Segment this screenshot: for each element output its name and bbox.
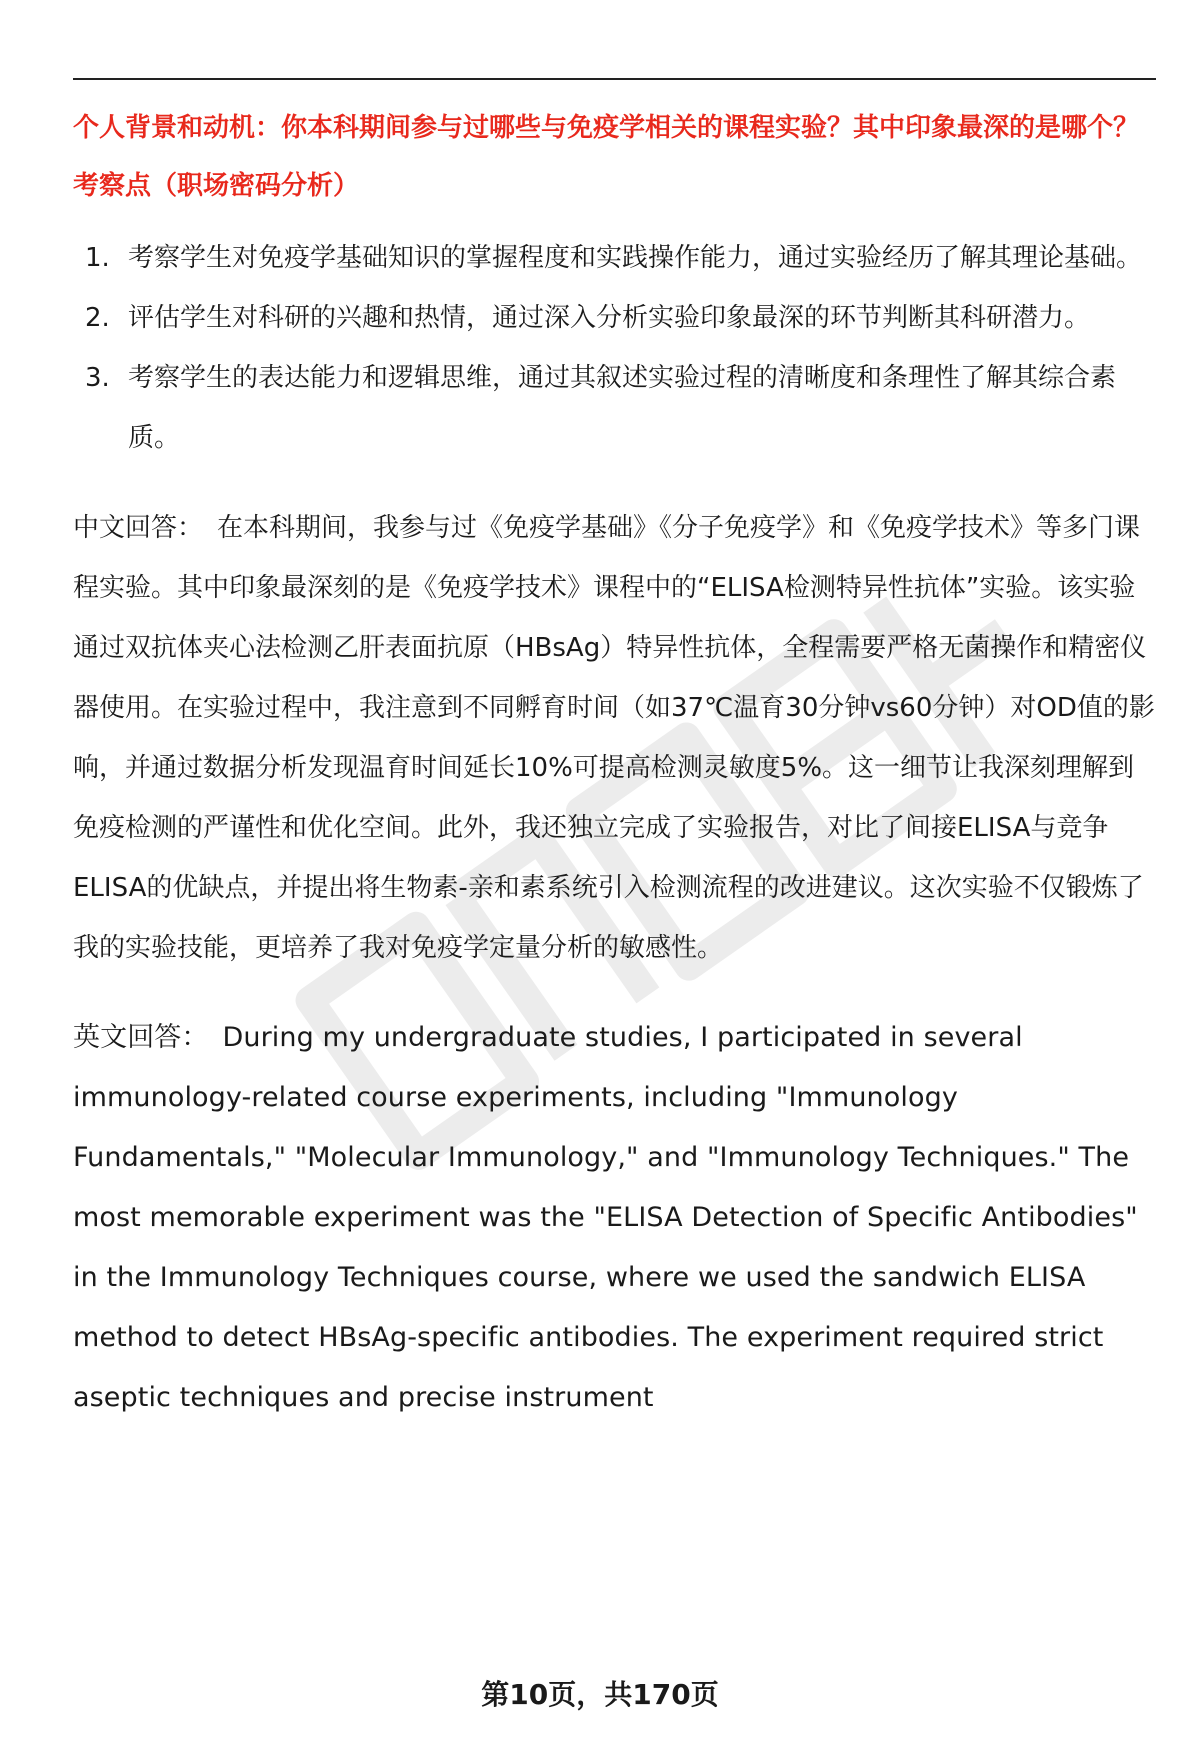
chinese-answer-label: 中文回答： — [73, 513, 204, 543]
points-list — [73, 228, 1156, 468]
list-item-number: 2. — [85, 303, 110, 333]
list-item — [73, 228, 1156, 288]
list-item-text: 评估学生对科研的兴趣和热情，通过深入分析实验印象最深的环节判断其科研潜力。 — [128, 303, 1091, 333]
english-answer-text: During my undergraduate studies, I participated in several immunology-related course experiments, including "Immunology Fundamentals," "Molecular Immunology," and "Immunology Techniques." The most memorable experiment was the "ELISA Detection of Specific Antibodies" in the Immunology Techniques course, where we used the sandwich ELISA method to detect HBsAg-specific antibodies. The experiment required strict aseptic techniques and precise instrument — [73, 1022, 1138, 1413]
question-heading: 个人背景和动机：你本科期间参与过哪些与免疫学相关的课程实验？其中印象最深的是哪个？ — [73, 113, 1140, 143]
list-item-text: 考察学生对免疫学基础知识的掌握程度和实践操作能力，通过实验经历了解其理论基础。 — [128, 243, 1143, 273]
chinese-answer-text: 在本科期间，我参与过《免疫学基础》《分子免疫学》和《免疫学技术》等多门课程实验。其中印象最深刻的是《免疫学技术》课程中的“ELISA检测特异性抗体”实验。该实验通过双抗体夹心法检测乙肝表面抗原（HBsAg）特异性抗体，全程需要严格无菌操作和精密仪器使用。在实验过程中，我注意到不同孵育时间（如37℃温育30分钟vs60分钟）对OD值的影响，并通过数据分析发现温育时间延长10%可提高检测灵敏度5%。这一细节让我深刻理解到免疫检测的严谨性和优化空间。此外，我还独立完成了实验报告，对比了间接ELISA与竞争ELISA的优缺点，并提出将生物素-亲和素系统引入检测流程的改进建议。这次实验不仅锻炼了我的实验技能，更培养了我对免疫学定量分析的敏感性。 — [73, 513, 1155, 963]
top-rule — [73, 78, 1156, 80]
list-item-number: 3. — [85, 363, 110, 393]
section-heading: 考察点（职场密码分析） — [73, 171, 360, 201]
list-item-number: 1. — [85, 243, 110, 273]
list-item — [73, 348, 1156, 468]
page-number: 第10页，共170页 — [481, 1678, 719, 1711]
list-item — [73, 288, 1156, 348]
english-answer-label: 英文回答： — [73, 1022, 209, 1053]
page-content — [73, 108, 1156, 1428]
list-item-text: 考察学生的表达能力和逻辑思维，通过其叙述实验过程的清晰度和条理性了解其综合素质。 — [128, 363, 1117, 453]
chinese-answer — [73, 498, 1156, 978]
english-answer — [73, 1008, 1156, 1428]
